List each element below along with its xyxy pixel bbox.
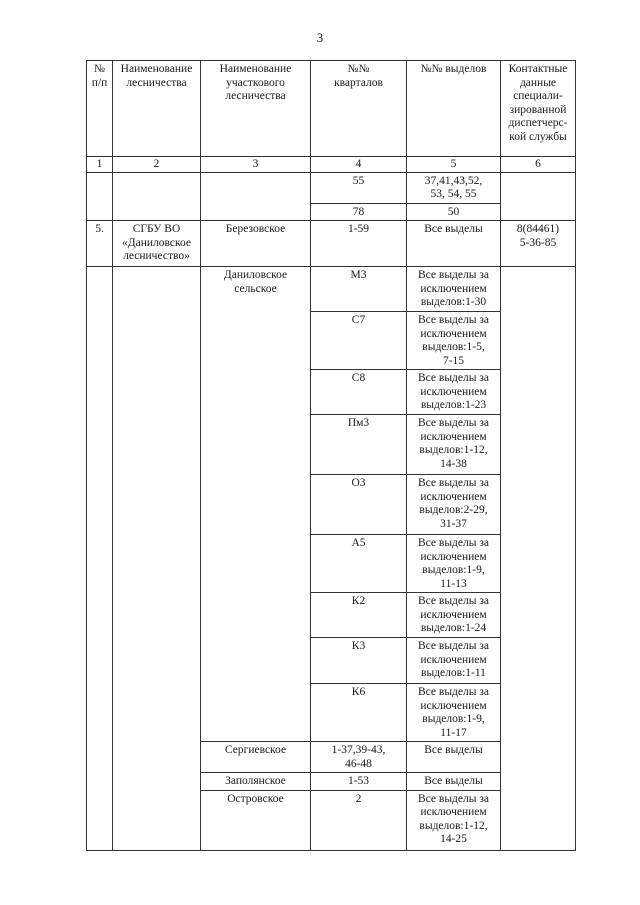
column-number-row — [87, 157, 576, 173]
quarter-cell: А5 — [311, 535, 407, 593]
district-cell: Березовское — [201, 221, 311, 267]
district-cell: Даниловское сельское — [201, 267, 311, 742]
empty-cell — [501, 267, 576, 851]
quarter-cell: 78 — [311, 203, 407, 221]
column-number: 2 — [113, 157, 201, 173]
quarter-cell: 1-59 — [311, 221, 407, 267]
plots-cell: 50 — [407, 203, 501, 221]
page-number: 3 — [316, 30, 324, 45]
header-number: № п/п — [87, 61, 113, 157]
row-number-cell: 5. — [87, 221, 113, 267]
header-district: Наименование участкового лесничества — [201, 61, 311, 157]
plots-cell: Все выделы за исключением выделов:1-5, 7-15 — [407, 312, 501, 370]
quarter-cell: С8 — [311, 370, 407, 415]
column-number: 4 — [311, 157, 407, 173]
plots-cell: Все выделы за исключением выделов:2-29, 31-37 — [407, 475, 501, 535]
plots-cell: Все выделы за исключением выделов:1-23 — [407, 370, 501, 415]
quarter-cell: М3 — [311, 267, 407, 312]
header-forestry: Наименование лесничества — [113, 61, 201, 157]
plots-cell: Все выделы за исключением выделов:1-30 — [407, 267, 501, 312]
quarter-cell: О3 — [311, 475, 407, 535]
column-number: 6 — [501, 157, 576, 173]
forestry-cell: СГБУ ВО «Даниловское лесничество» — [113, 221, 201, 267]
plots-cell: Все выделы за исключением выделов:1-24 — [407, 593, 501, 638]
table-header-row — [87, 61, 576, 157]
quarter-cell: 2 — [311, 790, 407, 850]
header-plots: №№ выделов — [407, 61, 501, 157]
plots-cell: Все выделы — [407, 773, 501, 791]
empty-cell — [501, 172, 576, 221]
plots-cell: Все выделы — [407, 742, 501, 773]
empty-cell — [87, 267, 113, 851]
district-cell: Островское — [201, 790, 311, 850]
quarter-cell: К2 — [311, 593, 407, 638]
column-number: 3 — [201, 157, 311, 173]
column-number: 1 — [87, 157, 113, 173]
quarter-cell: 1-53 — [311, 773, 407, 791]
plots-cell: Все выделы — [407, 221, 501, 267]
plots-cell: Все выделы за исключением выделов:1-11 — [407, 638, 501, 684]
quarter-cell: 1-37,39-43, 46-48 — [311, 742, 407, 773]
header-quarters: №№ кварталов — [311, 61, 407, 157]
empty-cell — [113, 172, 201, 221]
quarter-cell: 55 — [311, 172, 407, 203]
plots-cell: Все выделы за исключением выделов:1-12, 14-25 — [407, 790, 501, 850]
forestry-table — [86, 60, 576, 851]
quarter-cell: Пм3 — [311, 415, 407, 475]
quarter-cell: К6 — [311, 684, 407, 742]
plots-cell: Все выделы за исключением выделов:1-9, 11-13 — [407, 535, 501, 593]
column-number: 5 — [407, 157, 501, 173]
empty-cell — [87, 172, 113, 221]
plots-cell: Все выделы за исключением выделов:1-12, 14-38 — [407, 415, 501, 475]
table-row — [87, 172, 576, 203]
contact-cell: 8(84461) 5-36-85 — [501, 221, 576, 267]
empty-cell — [201, 172, 311, 221]
table-row — [87, 221, 576, 267]
quarter-cell: С7 — [311, 312, 407, 370]
district-cell: Заполянское — [201, 773, 311, 791]
plots-cell: 37,41,43,52, 53, 54, 55 — [407, 172, 501, 203]
plots-cell: Все выделы за исключением выделов:1-9, 11-17 — [407, 684, 501, 742]
quarter-cell: К3 — [311, 638, 407, 684]
district-cell: Сергиевское — [201, 742, 311, 773]
table-row — [87, 267, 576, 312]
empty-cell — [113, 267, 201, 851]
header-contacts: Контактные данные специали- зированной диспетчерс- кой службы — [501, 61, 576, 157]
